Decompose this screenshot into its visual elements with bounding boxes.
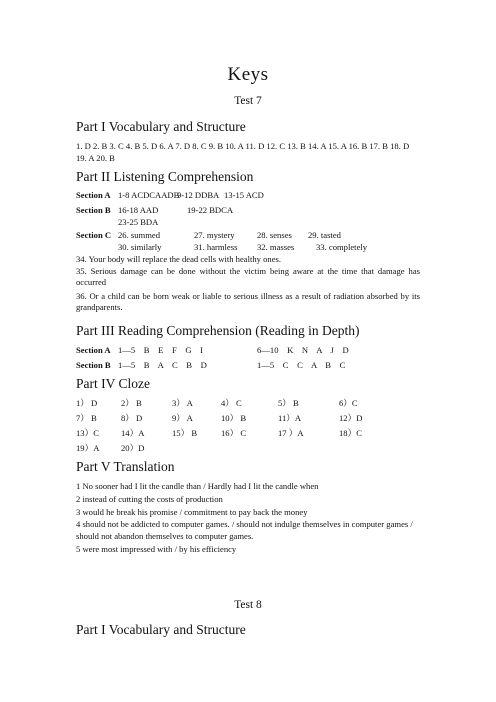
part2-heading: Part II Listening Comprehension [76,169,254,184]
answer-group: 13-15 ACD [224,190,264,200]
cloze-answer: 7） B [76,413,97,423]
answer-36: 36. Or a child can be born weak or liable to serious illness as a result of radiation absorbed by its grandparents. [76,291,420,313]
translation-5: 5 were most impressed with / by his efficiency [76,544,237,554]
answer-group: 1-8 ACDCAADB [118,190,180,200]
answer-group: 9-12 DDBA [177,190,220,200]
cloze-answer: 13）C [76,428,99,438]
test7-heading: Test 7 [234,95,262,107]
cloze-answer: 15） B [172,428,198,438]
word-answer: 31. harmless [194,242,238,252]
translation-4: 4 should not be addicted to computer games. / should not indulge themselves in computer games / [76,519,413,529]
part1-heading: Part I Vocabulary and Structure [76,119,246,134]
cloze-answer: 14）A [121,428,145,438]
cloze-answer: 6）C [339,398,358,408]
cloze-answer: 4） C [221,398,242,408]
cloze-answer: 9） A [172,413,193,423]
answer-34: 34. Your body will replace the dead cells with healthy ones. [76,254,282,264]
cloze-answer: 3） A [172,398,193,408]
section-label: Section A [76,190,111,200]
cloze-answer: 19）A [76,443,100,453]
cloze-answer: 11）A [278,413,302,423]
cloze-answer: 16） C [221,428,247,438]
translation-2: 2 instead of cutting the costs of production [76,494,223,504]
part3-heading: Part III Reading Comprehension (Reading in Depth) [76,323,360,338]
section-label: Section B [76,360,111,370]
test8-heading: Test 8 [234,599,262,611]
section-label: Section C [76,230,112,240]
word-answer: 29. tasted [308,230,341,240]
translation-1: 1 No sooner had I lit the candle than / Hardly had I lit the candle when [76,481,319,491]
answer-35: 35. Serious damage can be done without the victim being aware at the time that damage has occurred [76,266,420,288]
page-title: Keys [227,64,269,85]
answer-group: 23-25 BDA [118,217,159,227]
cloze-answer: 5） B [278,398,299,408]
cloze-answer: 17 ）A [278,428,304,438]
word-answer: 27. mystery [194,230,235,240]
cloze-answer: 20）D [121,443,145,453]
test8-part1-heading: Part I Vocabulary and Structure [76,622,246,637]
part4-heading: Part IV Cloze [76,376,150,391]
answer-group: 16-18 AAD [118,205,159,215]
answer-group: 1—5 B A C B D [118,360,207,370]
answer-group: 19-22 BDCA [187,205,234,215]
word-answer: 26. summed [118,230,161,240]
cloze-answer: 2） B [121,398,142,408]
word-answer: 33. completely [316,242,368,252]
answer-group: 1—5 B E F G I [118,345,203,355]
word-answer: 28. senses [257,230,292,240]
answer-group: 6—10 K N A J D [257,345,349,355]
word-answer: 32. masses [257,242,295,252]
cloze-answer: 12）D [339,413,363,423]
translation-4-cont: should not abandon themselves to computer games. [76,531,254,541]
section-label: Section A [76,345,111,355]
answer-group: 1—5 C C A B C [257,360,346,370]
part1-answers-line1: 1. D 2. B 3. C 4. B 5. D 6. A 7. D 8. C 9. B 10. A 11. D 12. C 13. B 14. A 15. A 16. B 17. B 18. D [76,141,410,151]
cloze-answer: 1） D [76,398,98,408]
cloze-answer: 8） D [121,413,143,423]
section-label: Section B [76,205,111,215]
part1-answers-line2: 19. A 20. B [76,153,115,163]
part5-heading: Part V Translation [76,459,175,474]
translation-3: 3 would he break his promise / commitment to pay back the money [76,507,308,517]
cloze-answer: 10） B [221,413,247,423]
word-answer: 30. similarly [118,242,162,252]
cloze-answer: 18）C [339,428,362,438]
